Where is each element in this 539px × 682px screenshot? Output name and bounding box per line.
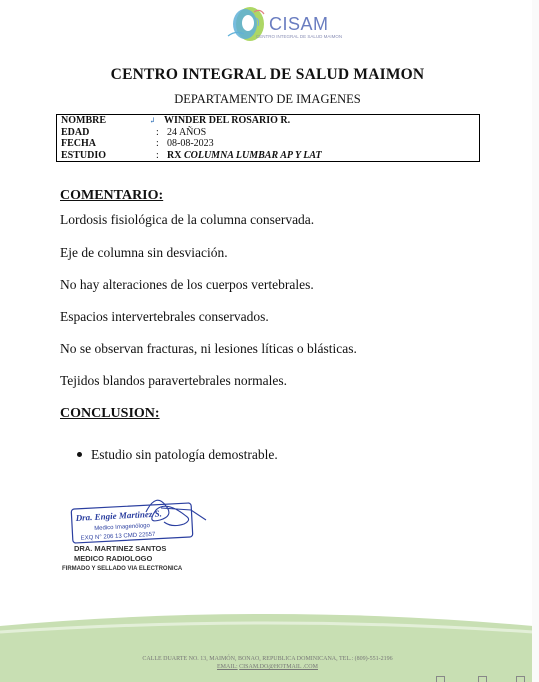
conclusion-item: Estudio sin patología demostrable. (91, 447, 278, 462)
page-icon[interactable] (516, 676, 525, 682)
info-label: EDAD (61, 127, 90, 138)
info-label: NOMBRE (61, 115, 106, 126)
info-separator: : (156, 127, 159, 138)
stamp-name: Dra. Engie Martinez S. (75, 508, 163, 523)
signature-stamp (66, 490, 216, 545)
department-title: DEPARTAMENTO DE IMAGENES (174, 92, 361, 106)
info-label: ESTUDIO (61, 150, 107, 161)
info-separator: : (156, 150, 159, 161)
info-label: FECHA (61, 138, 96, 149)
page-edge (532, 0, 539, 682)
page-icon[interactable] (478, 676, 487, 682)
comment-line: No hay alteraciones de los cuerpos vertebrales. (60, 277, 314, 292)
patient-info-box (56, 114, 480, 162)
info-value: 24 AÑOS (167, 127, 207, 138)
footer-email (0, 664, 535, 670)
stamp-exq: EXQ N° 206 13 CMD 22557 (80, 531, 156, 542)
comment-line: Tejidos blandos paravertebrales normales. (60, 373, 287, 388)
comment-line: Espacios intervertebrales conservados. (60, 309, 269, 324)
cursor-mark-icon: ↲ (149, 116, 156, 125)
comment-heading: COMENTARIO: (60, 188, 164, 203)
study-name: COLUMNA LUMBAR AP Y LAT (183, 150, 322, 161)
comment-line: Lordosis fisiológica de la columna conservada. (60, 212, 315, 227)
logo-subtitle: CENTRO INTEGRAL DE SALUD MAIMON (256, 34, 343, 39)
signer-role: MEDICO RADIOLOGO (74, 554, 153, 563)
page-icon[interactable] (436, 676, 445, 682)
bullet-icon (77, 452, 82, 457)
footer-email-label: EMAIL: (217, 664, 238, 670)
stamp-title: Medico Imagenólogo (94, 523, 151, 532)
logo-brand: CISAM (269, 14, 329, 34)
signer-name: DRA. MARTINEZ SANTOS (74, 544, 167, 553)
signature-note: FIRMADO Y SELLADO VIA ELECTRONICA (62, 566, 183, 572)
info-value (167, 150, 322, 162)
footer-wave (0, 612, 533, 682)
info-separator: : (156, 138, 159, 149)
footer-address: CALLE DUARTE NO. 13, MAIMÓN, BONAO, REPUBLICA DOMINICANA, TEL.: (809)-551-2196 (142, 656, 393, 662)
footer-email-link[interactable]: CISAM.DO@HOTMAIL .COM (239, 664, 318, 670)
conclusion-heading: CONCLUSION: (60, 406, 160, 421)
study-prefix: RX (167, 150, 182, 161)
comment-line: Eje de columna sin desviación. (60, 245, 228, 260)
page-title: CENTRO INTEGRAL DE SALUD MAIMON (110, 66, 425, 83)
info-value: WINDER DEL ROSARIO R. (164, 115, 291, 126)
comment-line: No se observan fracturas, ni lesiones líticas o blásticas. (60, 341, 357, 356)
info-value: 08-08-2023 (167, 138, 214, 149)
